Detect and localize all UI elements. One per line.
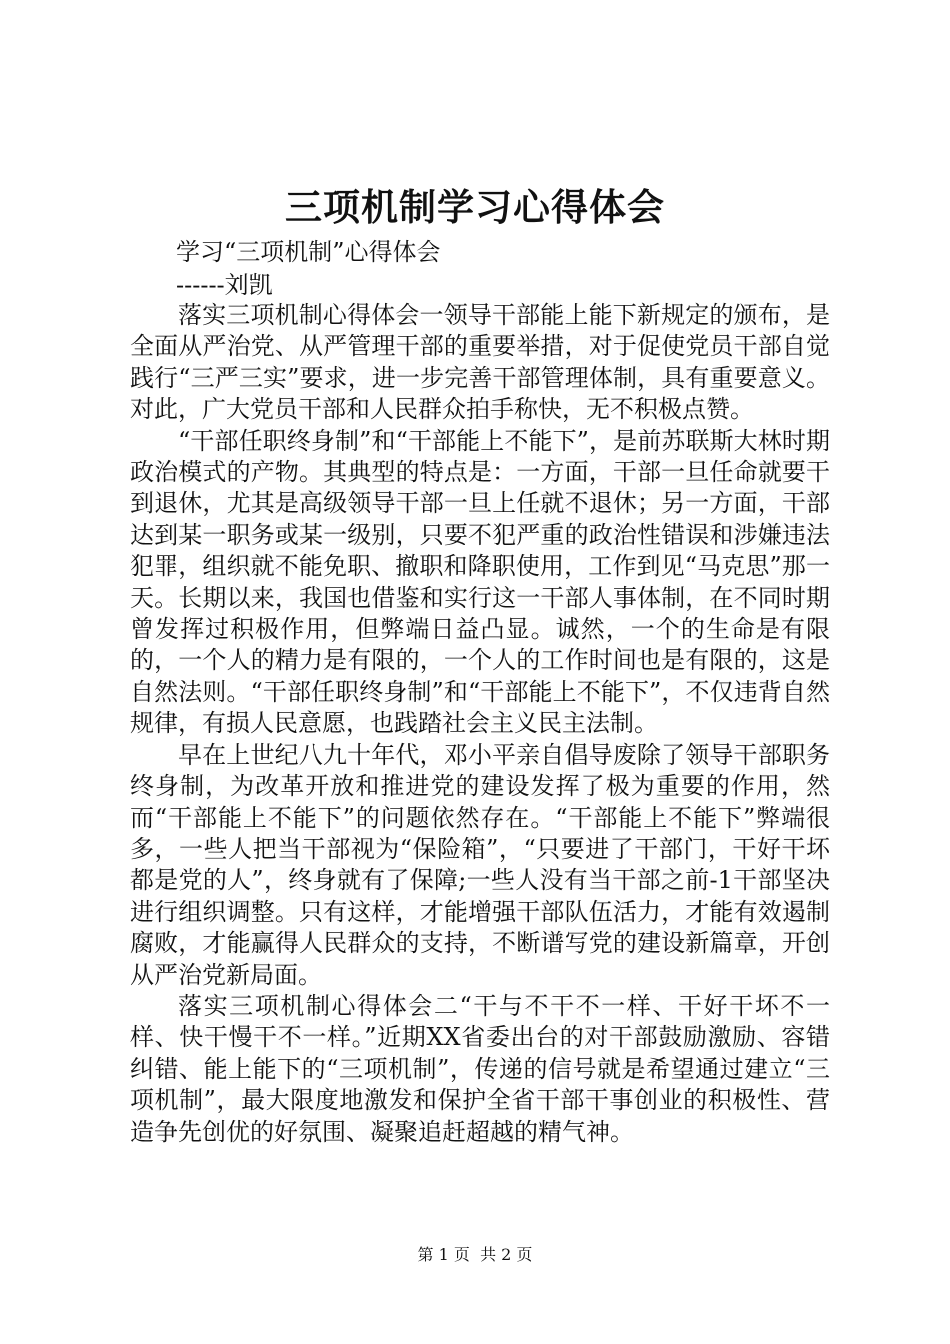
paragraph: 落实三项机制心得体会二“干与不干不一样、干好干坏不一样、快干慢干不一样。”近期XX省委出台的对干部鼓励激励、容错纠错、能上能下的“三项机制”，传递的信号就是希望通过建立“三项机制”，最大限度地激发和保护全省干部干事创业的积极性、营造争先创优的好氛围、凝聚追赶超越的精气神。 — [130, 991, 830, 1146]
page-footer: 第 1 页 共 2 页 — [417, 1245, 533, 1264]
paragraph: 落实三项机制心得体会一领导干部能上能下新规定的颁布，是全面从严治党、从严管理干部的重要举措，对于促使党员干部自觉践行“三严三实”要求，进一步完善干部管理体制，具有重要意义。对此，广大党员干部和人民群众拍手称快，无不积极点赞。 — [130, 301, 830, 424]
document-author: ------刘凯 — [176, 271, 273, 299]
document-title: 三项机制学习心得体会 — [285, 185, 665, 229]
document-body — [130, 300, 830, 1148]
paragraph: “干部任职终身制”和“干部能上不能下”，是前苏联斯大林时期政治模式的产物。其典型的特点是：一方面，干部一旦任命就要干到退休，尤其是高级领导干部一旦上任就不退休；另一方面，干部达到某一职务或某一级别，只要不犯严重的政治性错误和涉嫌违法犯罪，组织就不能免职、撤职和降职使用，工作到见“马克思”那一天。长期以来，我国也借鉴和实行这一干部人事体制，在不同时期曾发挥过积极作用，但弊端日益凸显。诚然，一个的生命是有限的，一个人的精力是有限的，一个人的工作时间也是有限的，这是自然法则。“干部任职终身制”和“干部能上不能下”，不仅违背自然规律，有损人民意愿，也践踏社会主义民主法制。 — [130, 426, 830, 738]
document-subtitle: 学习“三项机制”心得体会 — [176, 238, 441, 266]
paragraph: 早在上世纪八九十年代，邓小平亲自倡导废除了领导干部职务终身制，为改革开放和推进党的建设发挥了极为重要的作用，然而“干部能上不能下”的问题依然存在。“干部能上不能下”弊端很多，一些人把当干部视为“保险箱”，“只要进了干部门，干好干坏都是党的人”，终身就有了保障;一些人没有当干部之前-1干部坚决进行组织调整。只有这样，才能增强干部队伍活力，才能有效遏制腐败，才能赢得人民群众的支持，不断谱写党的建设新篇章，开创从严治党新局面。 — [130, 740, 830, 989]
